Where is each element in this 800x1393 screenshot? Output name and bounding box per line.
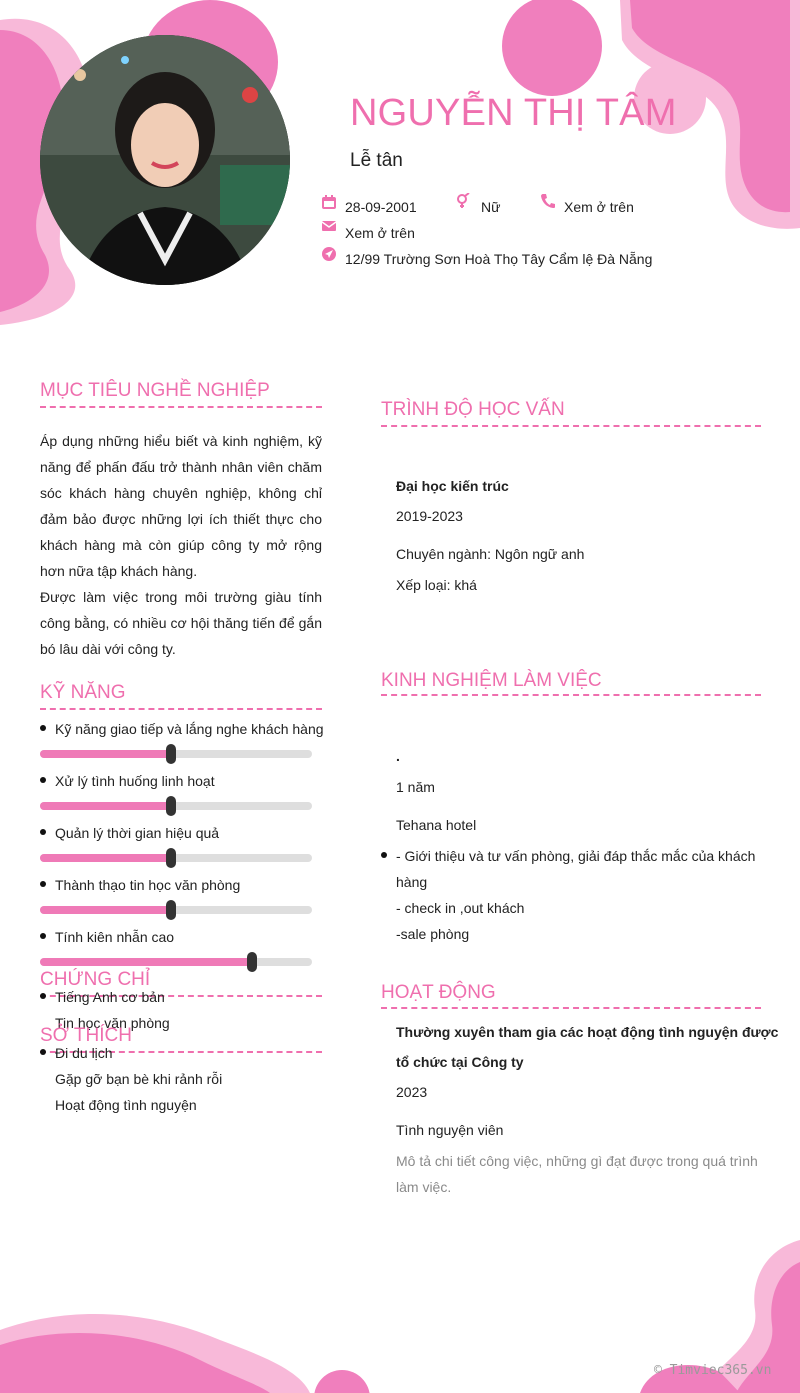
birthday: 28-09-2001 xyxy=(345,199,417,215)
divider xyxy=(381,1007,761,1009)
section-title-skills: KỸ NĂNG xyxy=(40,682,126,703)
activity-name-line-2: tổ chức tại Công ty xyxy=(396,1054,524,1070)
skill-bar-fill xyxy=(40,906,171,914)
candidate-role: Lễ tân xyxy=(350,150,403,171)
phone: Xem ở trên xyxy=(564,199,634,215)
skill-bar xyxy=(40,906,312,914)
skill-bar-fill xyxy=(40,854,171,862)
bullet xyxy=(40,777,46,783)
education-major: Chuyên ngành: Ngôn ngữ anh xyxy=(396,546,585,562)
skill-bar xyxy=(40,958,312,966)
section-title-activities: HOẠT ĐỘNG xyxy=(381,982,496,1003)
objective-text xyxy=(40,428,322,662)
skill-bar xyxy=(40,802,312,810)
experience-position: . xyxy=(396,748,400,764)
circle-top-right xyxy=(502,0,602,96)
experience-detail: - check in ,out khách xyxy=(396,900,525,916)
activity-description-line-2: làm việc. xyxy=(396,1179,452,1195)
certificate-item: Tin học văn phòng xyxy=(55,1015,170,1031)
address: 12/99 Trường Sơn Hoà Thọ Tây Cẩm lệ Đà Nẵng xyxy=(345,251,653,267)
skill-name: Xử lý tình huống linh hoạt xyxy=(55,773,215,789)
gender-icon xyxy=(455,193,471,209)
bullet xyxy=(40,933,46,939)
skill-bar-fill xyxy=(40,750,171,758)
bullet xyxy=(40,829,46,835)
avatar-illustration xyxy=(40,35,290,285)
phone-icon xyxy=(540,193,556,209)
bullet xyxy=(40,1049,46,1055)
watermark: © Timviec365.vn xyxy=(654,1363,772,1378)
skill-name: Kỹ năng giao tiếp và lắng nghe khách hàng xyxy=(55,721,324,737)
activity-role: Tình nguyện viên xyxy=(396,1122,504,1138)
experience-duration: 1 năm xyxy=(396,779,435,795)
section-title-certificates: CHỨNG CHỈ xyxy=(40,969,151,990)
activity-year: 2023 xyxy=(396,1084,428,1100)
email-icon xyxy=(321,218,337,234)
skill-name: Quản lý thời gian hiệu quả xyxy=(55,825,220,841)
bullet xyxy=(40,725,46,731)
skill-bar-fill xyxy=(40,802,171,810)
hobby-item: Gặp gỡ bạn bè khi rảnh rỗi xyxy=(55,1071,223,1087)
skill-name: Thành thạo tin học văn phòng xyxy=(55,877,241,893)
skill-bar-knob xyxy=(166,848,176,868)
bullet xyxy=(40,881,46,887)
email: Xem ở trên xyxy=(345,225,415,241)
section-title-objective: MỤC TIÊU NGHỀ NGHIỆP xyxy=(40,380,270,401)
bullet xyxy=(40,993,46,999)
section-title-education: TRÌNH ĐỘ HỌC VẤN xyxy=(381,399,565,420)
divider xyxy=(381,694,761,696)
skill-bar-knob xyxy=(247,952,257,972)
gender: Nữ xyxy=(481,199,501,215)
circle-bottom-left xyxy=(314,1370,370,1393)
skill-bar-knob xyxy=(166,796,176,816)
experience-detail: -sale phòng xyxy=(396,926,470,942)
section-title-experience: KINH NGHIỆM LÀM VIỆC xyxy=(381,670,602,691)
skill-bar-fill xyxy=(40,958,252,966)
skill-bar xyxy=(40,750,312,758)
skill-bar-knob xyxy=(166,744,176,764)
calendar-icon xyxy=(321,194,337,210)
bullet xyxy=(381,852,387,858)
experience-detail: - Giới thiệu và tư vấn phòng, giải đáp thắc mắc của khách xyxy=(396,848,756,864)
education-period: 2019-2023 xyxy=(396,508,463,524)
candidate-name: NGUYỄN THỊ TÂM xyxy=(350,92,677,134)
hobby-item: Đi du lịch xyxy=(55,1045,113,1061)
divider xyxy=(40,708,322,710)
section-title-hobbies: SỞ THÍCH xyxy=(40,1025,132,1046)
skill-bar-knob xyxy=(166,900,176,920)
activity-name-line-1: Thường xuyên tham gia các hoạt động tình nguyện được xyxy=(396,1024,779,1040)
education-grade: Xếp loại: khá xyxy=(396,577,477,593)
certificate-item: Tiếng Anh cơ bản xyxy=(55,989,165,1005)
avatar xyxy=(40,35,290,285)
divider xyxy=(40,406,322,408)
location-icon xyxy=(321,246,337,262)
skill-bar xyxy=(40,854,312,862)
activity-description-line-1: Mô tả chi tiết công việc, những gì đạt được trong quá trình xyxy=(396,1153,758,1169)
objective-paragraph-2: Được làm việc trong môi trường giàu tính công bằng, có nhiều cơ hội thăng tiến để gắn bó lâu dài với công ty. xyxy=(40,589,322,657)
education-school: Đại học kiến trúc xyxy=(396,478,509,494)
experience-detail: hàng xyxy=(396,874,428,890)
experience-company: Tehana hotel xyxy=(396,817,477,833)
hobby-item: Hoạt động tình nguyện xyxy=(55,1097,197,1113)
divider xyxy=(381,425,761,427)
skill-name: Tính kiên nhẫn cao xyxy=(55,929,175,945)
objective-paragraph-1: Áp dụng những hiểu biết và kinh nghiệm, kỹ năng để phấn đấu trở thành nhân viên chăm sóc khách hàng chuyên nghiệp, không chỉ đảm bảo được những lợi ích thiết thực cho khách hàng mà còn giúp công ty mở rộng hơn nữa tập khách hàng. xyxy=(40,433,322,579)
